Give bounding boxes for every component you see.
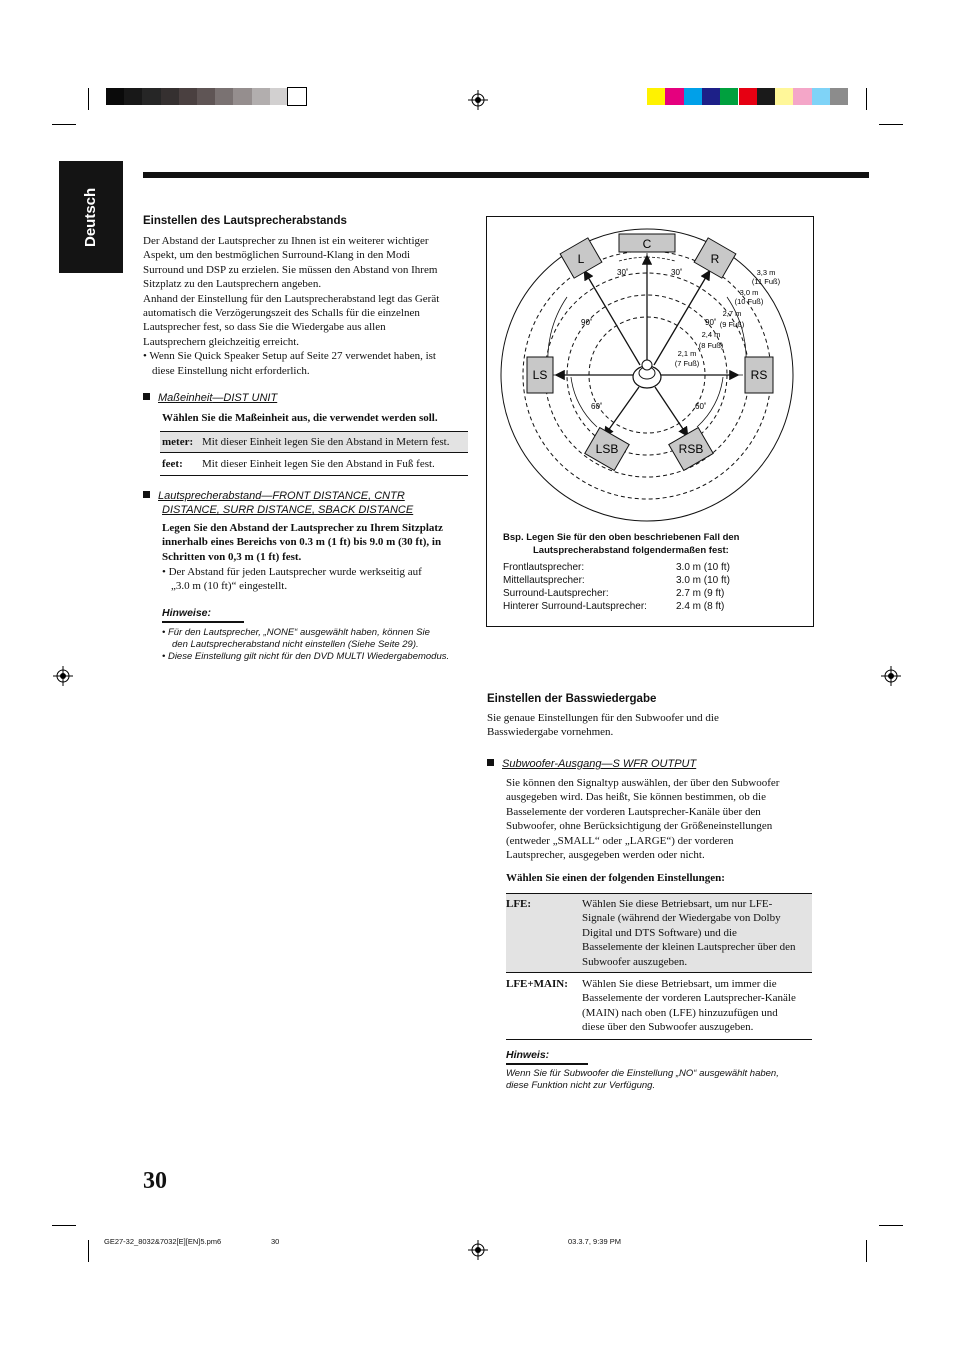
example-row: Frontlautsprecher: <box>503 562 585 573</box>
color-swatch <box>739 88 757 105</box>
direction-arrow <box>585 272 640 365</box>
notes-body <box>162 627 449 663</box>
bullet-line: • Wenn Sie Quick Speaker Setup auf Seite 27 verwendet haben, ist <box>143 350 436 363</box>
text-line: Lautsprechern gleichzeitig erreicht. <box>143 335 300 348</box>
text-line: Subwoofer, ohne Berücksichtigung der Größeneinstellungen <box>506 820 773 833</box>
crop-mark <box>866 1240 867 1262</box>
section-heading-bass: Einstellen der Basswiedergabe <box>487 693 657 705</box>
note-rule <box>506 1063 588 1065</box>
unit-setting-label <box>143 392 277 404</box>
distance-label: 3,0 m <box>739 288 759 297</box>
setting-name-en: —DIST UNIT <box>212 392 278 404</box>
footer-date: 03.3.7, 9:39 PM <box>568 1237 621 1246</box>
option-desc: Wählen Sie diese Betriebsart, um immer die Basselemente der vorderen Lautsprecher-Kanäle (MAIN) nach oben (LFE) hinzuzufügen und diese über den Subwoofer auszugeben. <box>582 978 796 1034</box>
text-line: Lautsprecher, ausgegeben werden oder nicht. <box>506 849 705 862</box>
note-line: den Lautsprecherabstand nicht einstellen (Siehe Seite 29). <box>172 639 419 650</box>
subwoofer-setting-label <box>487 758 696 770</box>
color-swatch <box>647 88 665 105</box>
note-line: • Für den Lautsprecher, „NONE“ ausgewählt haben, können Sie <box>162 627 430 638</box>
crop-mark <box>52 124 76 125</box>
svg-text:C: C <box>642 237 652 251</box>
distance-setting-label <box>143 489 413 517</box>
speaker-layout-figure <box>486 216 814 627</box>
option-key: meter: <box>162 436 194 448</box>
notes-rule <box>162 621 244 623</box>
example-caption <box>503 531 740 557</box>
option-desc: Mit dieser Einheit legen Sie den Abstand in Fuß fest. <box>202 458 435 471</box>
text-line: Sitzplatz zu den Lautsprechern angeben. <box>143 278 322 291</box>
bullet-line: • Der Abstand für jeden Lautsprecher wurde werkseitig auf <box>162 566 422 578</box>
text-line: Schritten von 0,3 m (1 ft) fest. <box>162 550 302 563</box>
setting-name-de: Maßeinheit <box>158 392 213 404</box>
crop-mark <box>866 88 867 110</box>
speaker-front-right <box>694 238 736 278</box>
registration-mark-icon <box>468 90 488 110</box>
setting-name-en: DISTANCE, SURR DISTANCE, SBACK DISTANCE <box>162 504 414 516</box>
unit-options-table <box>160 431 468 476</box>
language-tab-label: Deutsch <box>82 187 99 247</box>
svg-text:L: L <box>577 252 585 266</box>
crop-mark <box>88 1240 89 1262</box>
text-line: Basswiedergabe vornehmen. <box>487 726 614 739</box>
distance-label: (9 Fuß) <box>719 320 745 329</box>
crop-mark <box>879 124 903 125</box>
square-bullet-icon <box>143 491 150 498</box>
text-line: Basselemente der vorderen Lautsprecher-Kanäle über den <box>506 805 761 818</box>
page-number: 30 <box>143 1168 167 1194</box>
color-swatch <box>757 88 775 105</box>
registration-mark-icon <box>468 1240 488 1260</box>
notes-title: Hinweise: <box>162 607 212 619</box>
speaker-surround-left <box>527 357 553 393</box>
option-desc: Mit dieser Einheit legen Sie den Abstand in Metern fest. <box>202 436 450 448</box>
angle-label: 60˚ <box>591 402 603 411</box>
crop-mark <box>52 1225 76 1226</box>
intro-paragraph <box>143 234 473 378</box>
color-swatch <box>775 88 793 105</box>
text-line: Surround und DSP zu erzielen. Sie müssen den Abstand von Ihrem <box>143 263 438 276</box>
gray-swatch <box>233 88 251 105</box>
option-key: LFE+MAIN: <box>506 978 568 991</box>
caption-line: Bsp. Legen Sie für den oben beschriebenen Fall den <box>503 532 740 543</box>
option-desc: Wählen Sie diese Betriebsart, um nur LFE- Signale (während der Wiedergabe von Dolby Digital und DTS Software) und die Basselemente der kleinen Lautsprecher über den Subwoofer auszugeben. <box>582 898 796 968</box>
registration-mark-icon <box>53 666 73 686</box>
setting-name-de: Subwoofer-Ausgang <box>502 758 602 770</box>
language-tab <box>59 161 123 273</box>
color-swatch <box>812 88 830 105</box>
distance-label: (11 Fuß) <box>751 277 781 286</box>
angle-label: 30˚ <box>617 268 629 277</box>
example-value: 3.0 m (10 ft) <box>676 575 730 586</box>
text-line: Legen Sie den Abstand der Lautsprecher zu Ihrem Sitzplatz <box>162 522 443 534</box>
bullet-line: diese Einstellung nicht erforderlich. <box>152 364 310 377</box>
option-row-feet <box>160 453 468 474</box>
direction-arrow <box>605 387 639 435</box>
gray-swatch <box>142 88 160 105</box>
angle-label: 90˚ <box>581 318 593 327</box>
speaker-layout-diagram <box>487 217 813 527</box>
svg-text:RS: RS <box>750 368 768 382</box>
unit-instruction: Wählen Sie die Maßeinheit aus, die verwendet werden soll. <box>162 412 438 424</box>
caption-line: Lautsprecherabstand folgendermaßen fest: <box>533 545 729 556</box>
option-row-lfe-main <box>506 973 812 1039</box>
angle-label: 60˚ <box>695 402 707 411</box>
section-heading-speaker-distance: Einstellen des Lautsprecherabstands <box>143 215 347 227</box>
angle-label: 90˚ <box>705 318 717 327</box>
svg-text:LSB: LSB <box>595 442 619 456</box>
speaker-surround-back-right <box>669 428 713 471</box>
speaker-surround-back-left <box>585 428 629 471</box>
color-swatch <box>720 88 738 105</box>
gray-swatch <box>252 88 270 105</box>
gray-swatch <box>124 88 142 105</box>
text-line: innerhalb eines Bereichs von 0.3 m (1 ft) bis 9.0 m (30 ft), in <box>162 536 442 549</box>
distance-label: (10 Fuß) <box>734 297 764 306</box>
example-value: 2.4 m (8 ft) <box>676 601 725 612</box>
gray-swatch <box>106 88 124 105</box>
square-bullet-icon <box>143 393 150 400</box>
text-line: Aspekt, um den bestmöglichen Surround-Klang in den Modi <box>143 249 411 262</box>
distance-label: 2,1 m <box>677 349 697 358</box>
option-row-lfe <box>506 894 812 972</box>
gray-swatch <box>179 88 197 105</box>
distance-label: 3,3 m <box>756 268 776 277</box>
note-line: • Diese Einstellung gilt nicht für den DVD MULTI Wiedergabemodus. <box>162 651 450 662</box>
setting-name-en: —FRONT DISTANCE, CNTR <box>261 490 405 502</box>
gray-swatch <box>161 88 179 105</box>
listener-icon <box>633 360 661 388</box>
text-line: (entweder „SMALL“ oder „LARGE“) der vorderen <box>506 834 734 847</box>
text-line: Lautsprecher fest, so dass Sie die Wiedergabe aus allen <box>143 321 386 334</box>
svg-text:R: R <box>710 252 720 266</box>
speaker-center <box>619 234 675 252</box>
gray-swatch <box>270 88 288 105</box>
gray-swatch <box>288 88 306 105</box>
example-row: Mittellautsprecher: <box>503 575 585 586</box>
gray-swatch <box>197 88 215 105</box>
example-row: Hinterer Surround-Lautsprecher: <box>503 601 647 612</box>
text-line: ausgegeben wird. Das heißt, Sie können bestimmen, ob die <box>506 791 766 804</box>
square-bullet-icon <box>487 759 494 766</box>
distance-instruction <box>162 521 443 564</box>
text-line: Sie genaue Einstellungen für den Subwoofer und die <box>487 712 719 724</box>
example-value: 3.0 m (10 ft) <box>676 562 730 573</box>
distance-bullet <box>162 565 422 594</box>
option-row-meter <box>160 432 468 452</box>
option-key: LFE: <box>506 898 532 910</box>
color-swatch <box>830 88 848 105</box>
color-swatch <box>665 88 683 105</box>
gray-swatch <box>215 88 233 105</box>
example-value: 2.7 m (9 ft) <box>676 588 725 599</box>
note-body <box>506 1068 779 1092</box>
header-rule <box>143 172 869 178</box>
angle-arc <box>619 257 647 261</box>
svg-text:LS: LS <box>532 368 548 382</box>
crop-mark <box>88 88 89 110</box>
distance-label: (8 Fuß) <box>698 341 724 350</box>
subwoofer-instruction: Wählen Sie einen der folgenden Einstellungen: <box>506 872 725 884</box>
crop-mark <box>879 1225 903 1226</box>
angle-arc <box>647 257 675 261</box>
angle-label: 30˚ <box>671 268 683 277</box>
footer-page: 30 <box>271 1237 280 1246</box>
footer-filename: GE27-32_8032&7032[E][EN]5.pm6 <box>104 1237 222 1246</box>
example-row: Surround-Lautsprecher: <box>503 588 609 599</box>
note-line: diese Funktion nicht zur Verfügung. <box>506 1080 656 1091</box>
setting-name-de: Lautsprecherabstand <box>158 490 262 502</box>
subwoofer-description <box>506 776 779 862</box>
speaker-front-left <box>560 238 602 278</box>
speaker-surround-right <box>745 357 773 393</box>
note-title: Hinweis: <box>506 1049 550 1061</box>
bullet-line: „3.0 m (10 ft)“ eingestellt. <box>171 580 288 593</box>
setting-name-en: —S WFR OUTPUT <box>601 758 697 770</box>
color-swatch <box>684 88 702 105</box>
text-line: automatisch die Verzögerungszeit des Schalls für die einzelnen <box>143 307 420 320</box>
subwoofer-options-table <box>506 893 812 1040</box>
note-line: Wenn Sie für Subwoofer die Einstellung „NO“ ausgewählt haben, <box>506 1068 779 1079</box>
distance-label: 2,7 m <box>722 309 742 318</box>
text-line: Der Abstand der Lautsprecher zu Ihnen ist ein weiterer wichtiger <box>143 235 429 247</box>
color-swatch <box>793 88 811 105</box>
bass-intro <box>487 711 719 740</box>
color-swatch <box>702 88 720 105</box>
distance-label: 2,4 m <box>701 330 721 339</box>
registration-mark-icon <box>881 666 901 686</box>
text-line: Anhand der Einstellung für den Lautsprecherabstand legt das Gerät <box>143 292 440 305</box>
distance-label: (7 Fuß) <box>674 359 700 368</box>
option-key: feet: <box>162 458 183 471</box>
text-line: Sie können den Signaltyp auswählen, der über den Subwoofer <box>506 777 780 789</box>
svg-text:RSB: RSB <box>678 442 704 456</box>
